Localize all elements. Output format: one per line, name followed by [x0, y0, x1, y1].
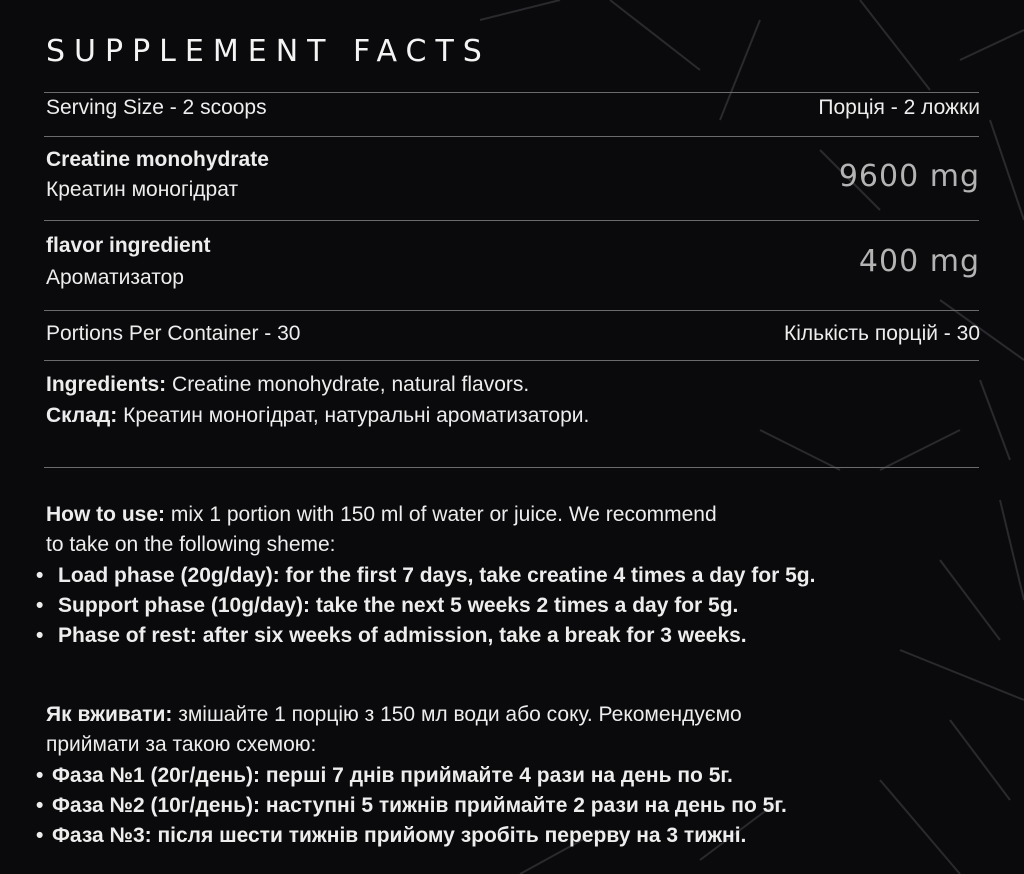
item-name-en: Creatine monohydrate — [46, 148, 269, 171]
serving-size-en: Serving Size - 2 scoops — [46, 96, 267, 119]
ingredients-ua-text: Креатин моногідрат, натуральні ароматизатори. — [117, 404, 590, 427]
howto-en — [46, 500, 717, 560]
item-amount: 9600 mg — [838, 159, 980, 194]
divider — [44, 92, 979, 93]
item-name-ua: Креатин моногідрат — [46, 178, 239, 201]
list-item: • Фаза №1 (20г/день): перші 7 днів приймайте 4 рази на день по 5г. — [36, 764, 733, 787]
howto-en-bullets — [36, 561, 815, 651]
howto-ua-bullets — [36, 761, 787, 851]
howto-ua — [46, 700, 742, 760]
divider — [44, 310, 979, 311]
divider — [44, 220, 979, 221]
list-item: • Фаза №2 (10г/день): наступні 5 тижнів приймайте 2 рази на день по 5г. — [36, 794, 787, 817]
divider — [44, 360, 979, 361]
item-amount: 400 mg — [858, 244, 980, 279]
divider — [44, 136, 979, 137]
portions-en: Portions Per Container - 30 — [46, 322, 301, 345]
list-item: • Phase of rest: after six weeks of admission, take a break for 3 weeks. — [36, 624, 747, 647]
ingredients-ua-label: Склад: — [46, 404, 118, 427]
ingredients-en-text: Creatine monohydrate, natural flavors. — [166, 373, 530, 396]
serving-size-ua: Порція - 2 ложки — [818, 96, 980, 119]
howto-en-line1: mix 1 portion with 150 ml of water or juice. We recommend — [165, 503, 717, 526]
page-title: SUPPLEMENT FACTS — [46, 34, 491, 69]
ingredients-en — [46, 370, 529, 400]
howto-ua-label: Як вживати: — [46, 703, 173, 726]
ingredients-en-label: Ingredients: — [46, 373, 167, 396]
howto-en-label: How to use: — [46, 503, 165, 526]
ingredients-ua — [46, 401, 589, 431]
item-name-ua: Ароматизатор — [46, 266, 184, 289]
portions-ua: Кількість порцій - 30 — [783, 322, 980, 345]
howto-ua-line1: змішайте 1 порцію з 150 мл води або соку. Рекомендуємо — [172, 703, 742, 726]
howto-en-line2: to take on the following sheme: — [46, 533, 336, 556]
list-item: • Support phase (10g/day): take the next 5 weeks 2 times a day for 5g. — [36, 594, 739, 617]
item-name-en: flavor ingredient — [46, 234, 211, 257]
list-item: • Фаза №3: після шести тижнів прийому зробіть перерву на 3 тижні. — [36, 824, 747, 847]
divider — [44, 467, 979, 468]
list-item: • Load phase (20g/day): for the first 7 days, take creatine 4 times a day for 5g. — [36, 564, 816, 587]
howto-ua-line2: приймати за такою схемою: — [46, 733, 317, 756]
